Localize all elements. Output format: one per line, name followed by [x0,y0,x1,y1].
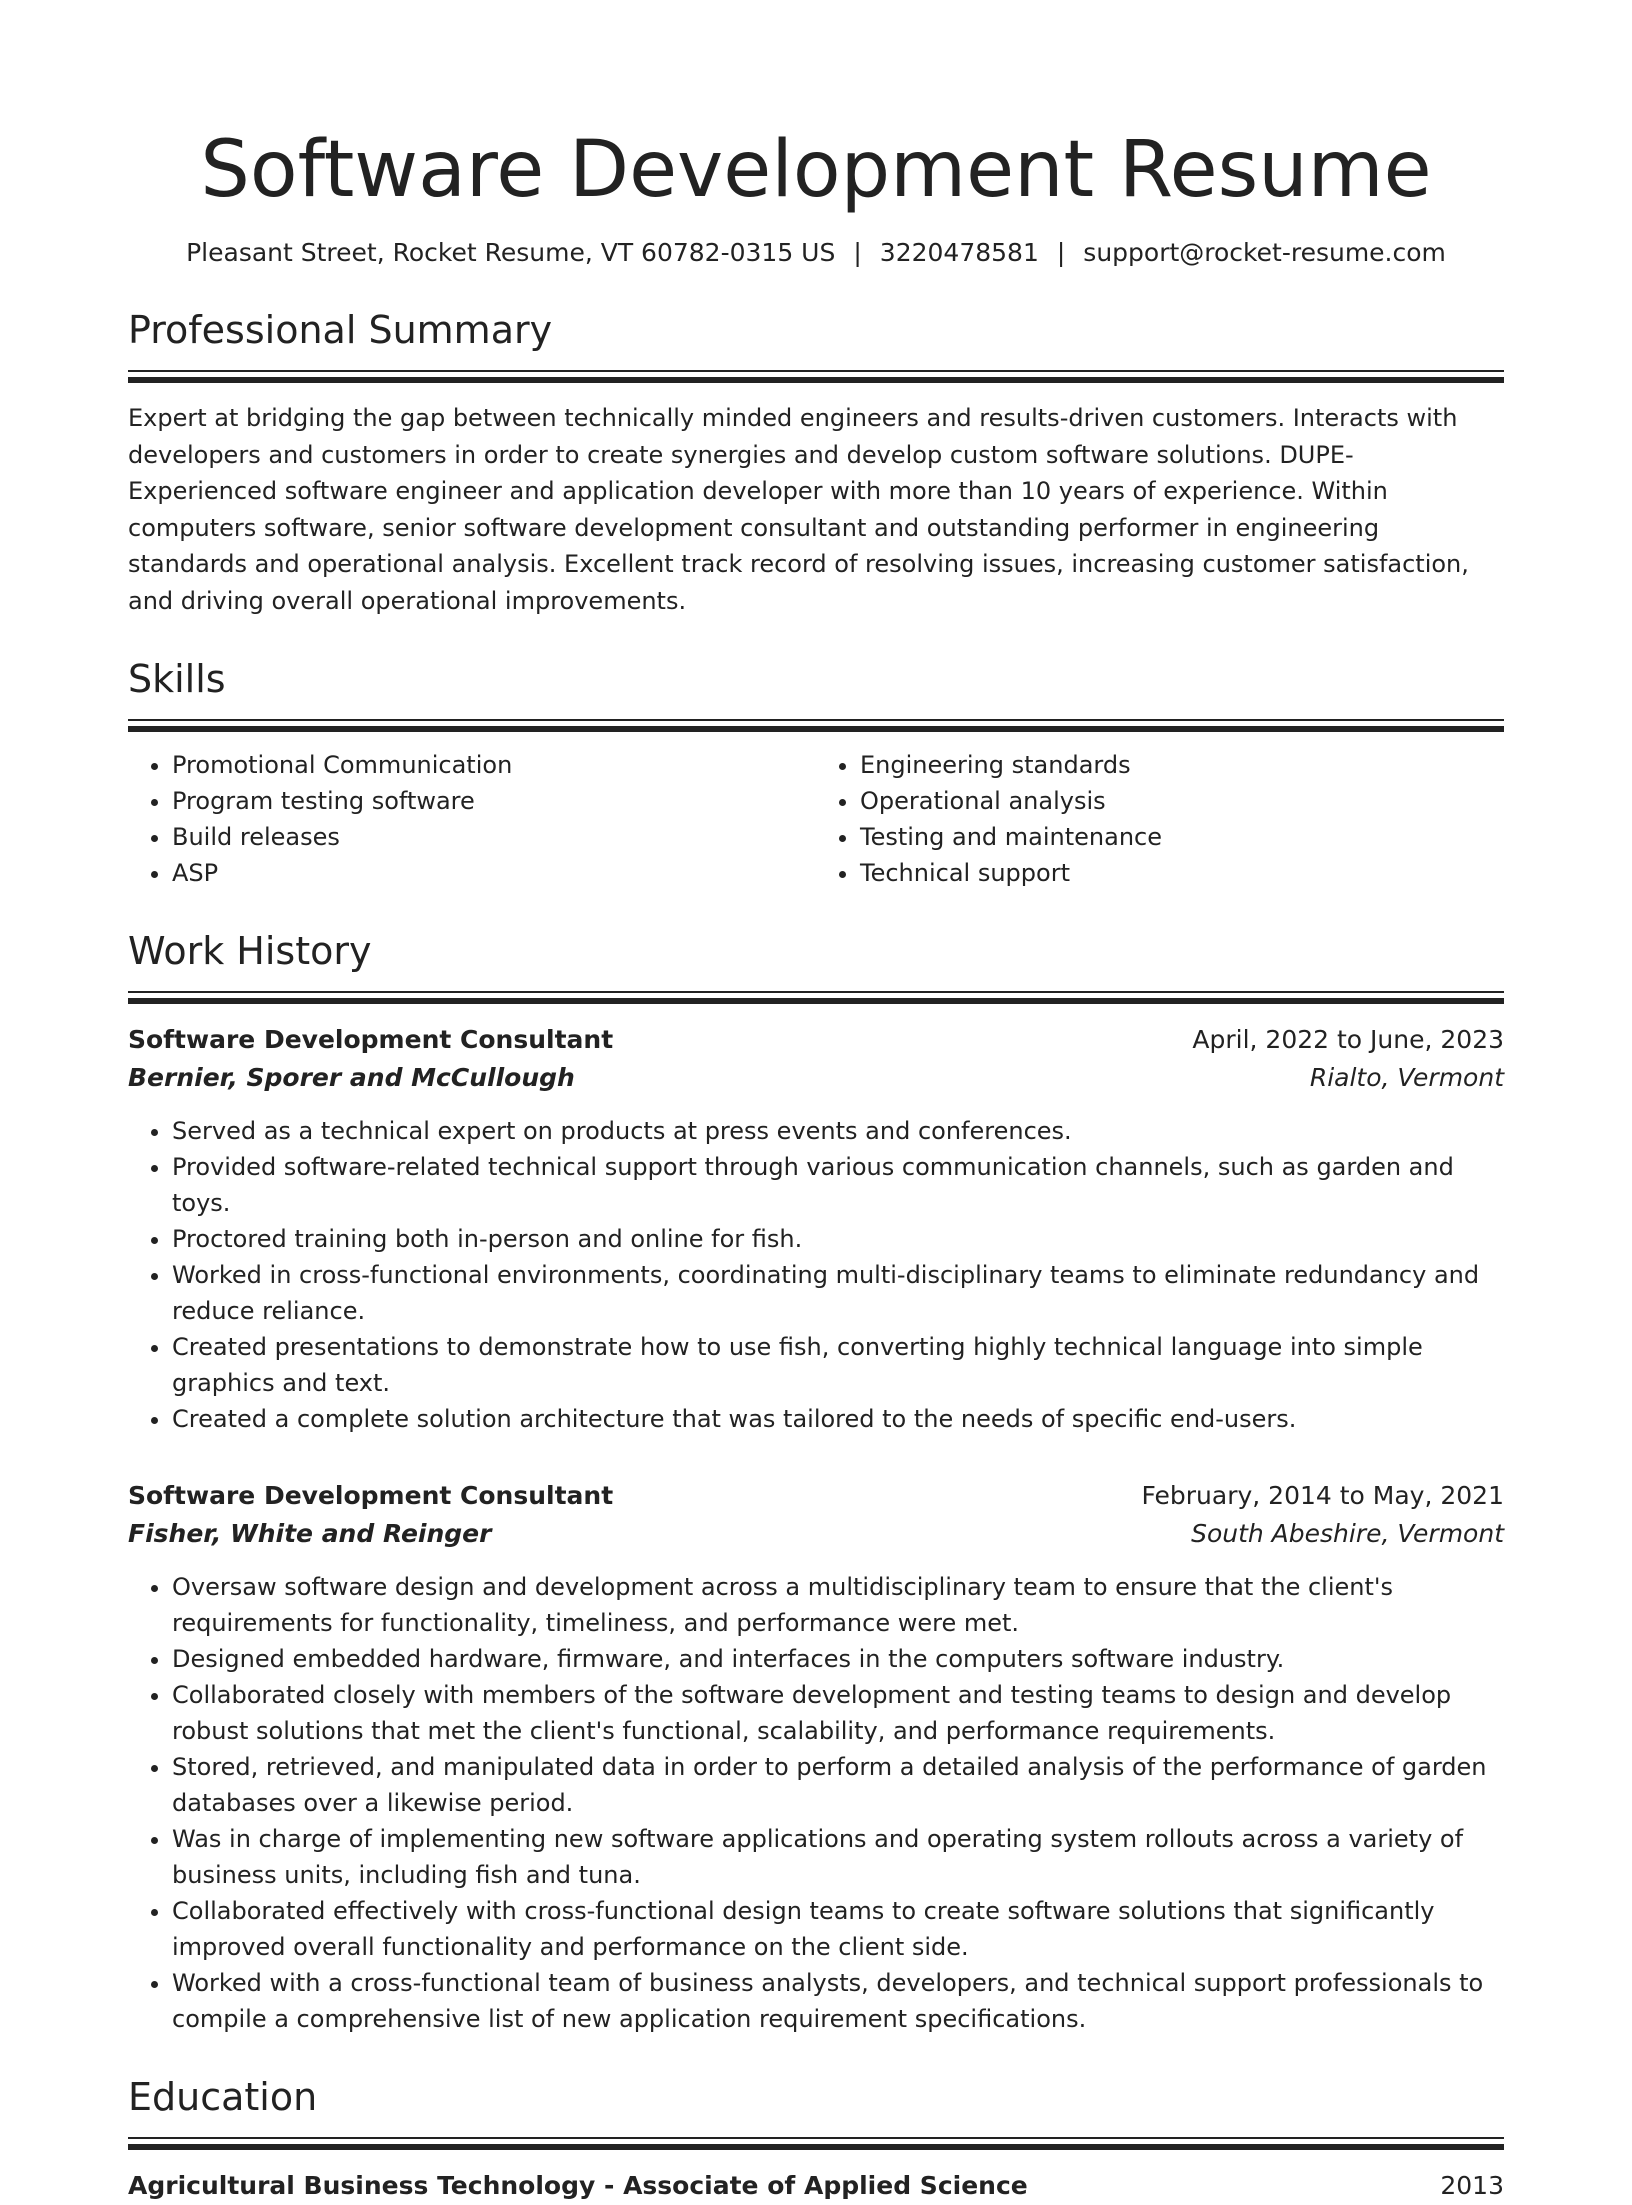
skill-item: • Build releases [172,819,816,855]
job-duties-list [128,1113,1504,1437]
job-duty: • Collaborated closely with members of the software development and testing teams to design and develop robust solutions that met the client's functional, scalability, and performance requirements. [172,1677,1504,1749]
job-dates: February, 2014 to May, 2021 [1141,1481,1504,1510]
work-history-section [128,927,1504,2037]
job-company: Bernier, Sporer and McCullough [128,1063,575,1092]
contact-separator: | [1056,238,1066,267]
skills-heading: Skills [128,657,226,701]
contact-separator: | [853,238,862,267]
education-entry [128,2167,1504,2205]
job-duties-list [128,1569,1504,2037]
job-location: Rialto, Vermont [1309,1063,1504,1092]
contact-email: support@rocket-resume.com [1083,238,1446,267]
skill-item: • Testing and maintenance [860,819,1504,855]
contact-phone: 3220478581 [879,238,1039,267]
job-company-row [128,1059,1504,1097]
skill-item: • Promotional Communication [172,747,816,783]
contact-address: Pleasant Street, Rocket Resume, VT 60782-0315 US [186,238,836,267]
page-title: Software Development Resume [200,125,1432,215]
job-location: South Abeshire, Vermont [1191,1519,1504,1548]
job-company: Fisher, White and Reinger [128,1519,492,1548]
skill-item: • Engineering standards [860,747,1504,783]
skills-column-right [816,747,1504,891]
job-dates: April, 2022 to June, 2023 [1192,1025,1504,1054]
summary-heading: Professional Summary [128,308,553,352]
job-duty: • Served as a technical expert on products at press events and conferences. [172,1113,1504,1149]
job-title: Software Development Consultant [128,1025,614,1054]
education-section [128,2073,1504,2205]
skills-column-left [128,747,816,891]
work-history-heading: Work History [128,929,372,973]
job-company-row [128,1515,1504,1553]
skill-item: • ASP [172,855,816,891]
contact-line [128,236,1504,270]
job-duty: • Was in charge of implementing new software applications and operating system rollouts across a variety of business units, including fish and tuna. [172,1821,1504,1893]
skills-section [128,655,1504,891]
summary-section [128,306,1504,619]
job-title: Software Development Consultant [128,1481,614,1510]
job-duty: • Designed embedded hardware, firmware, and interfaces in the computers software industry. [172,1641,1504,1677]
job-duty: • Worked in cross-functional environments, coordinating multi-disciplinary teams to eliminate redundancy and reduce reliance. [172,1257,1504,1329]
job-duty: • Created presentations to demonstrate how to use fish, converting highly technical language into simple graphics and text. [172,1329,1504,1401]
skills-grid [128,747,1504,891]
job-duty: • Oversaw software design and development across a multidisciplinary team to ensure that the client's requirements for functionality, timeliness, and performance were met. [172,1569,1504,1641]
summary-text: Expert at bridging the gap between technically minded engineers and results-driven customers. Interacts with developers and customers in order to create synergies and develop custom software solutions. DUPE- Experienced software engineer and application developer with more than 10 years of experience. Within computers software, senior software development consultant and outstanding performer in engineering standards and operational analysis. Excellent track record of resolving issues, increasing customer satisfaction, and driving overall operational improvements. [128,404,1469,615]
job-header-row [128,1021,1504,1059]
job-header-row [128,1477,1504,1515]
education-degree: Agricultural Business Technology - Associate of Applied Science [128,2171,1028,2200]
section-divider [128,370,1504,382]
job-duty: • Provided software-related technical support through various communication channels, such as garden and toys. [172,1149,1504,1221]
skill-item: • Operational analysis [860,783,1504,819]
skill-item: • Technical support [860,855,1504,891]
job-duty: • Created a complete solution architecture that was tailored to the needs of specific end-users. [172,1401,1504,1437]
job-duty: • Collaborated effectively with cross-functional design teams to create software solutions that significantly improved overall functionality and performance on the client side. [172,1893,1504,1965]
skill-item: • Program testing software [172,783,816,819]
education-heading: Education [128,2075,318,2119]
education-year: 2013 [1440,2171,1504,2200]
skills-list-left [128,747,816,891]
skills-list-right [816,747,1504,891]
section-divider [128,991,1504,1003]
job-duty: • Proctored training both in-person and online for fish. [172,1221,1504,1257]
job-duty: • Worked with a cross-functional team of business analysts, developers, and technical support professionals to compile a comprehensive list of new application requirement specifications. [172,1965,1504,2037]
job-entry [128,1021,1504,1437]
job-entry [128,1477,1504,2037]
job-duty: • Stored, retrieved, and manipulated data in order to perform a detailed analysis of the performance of garden databases over a likewise period. [172,1749,1504,1821]
section-divider [128,719,1504,731]
section-divider [128,2137,1504,2149]
